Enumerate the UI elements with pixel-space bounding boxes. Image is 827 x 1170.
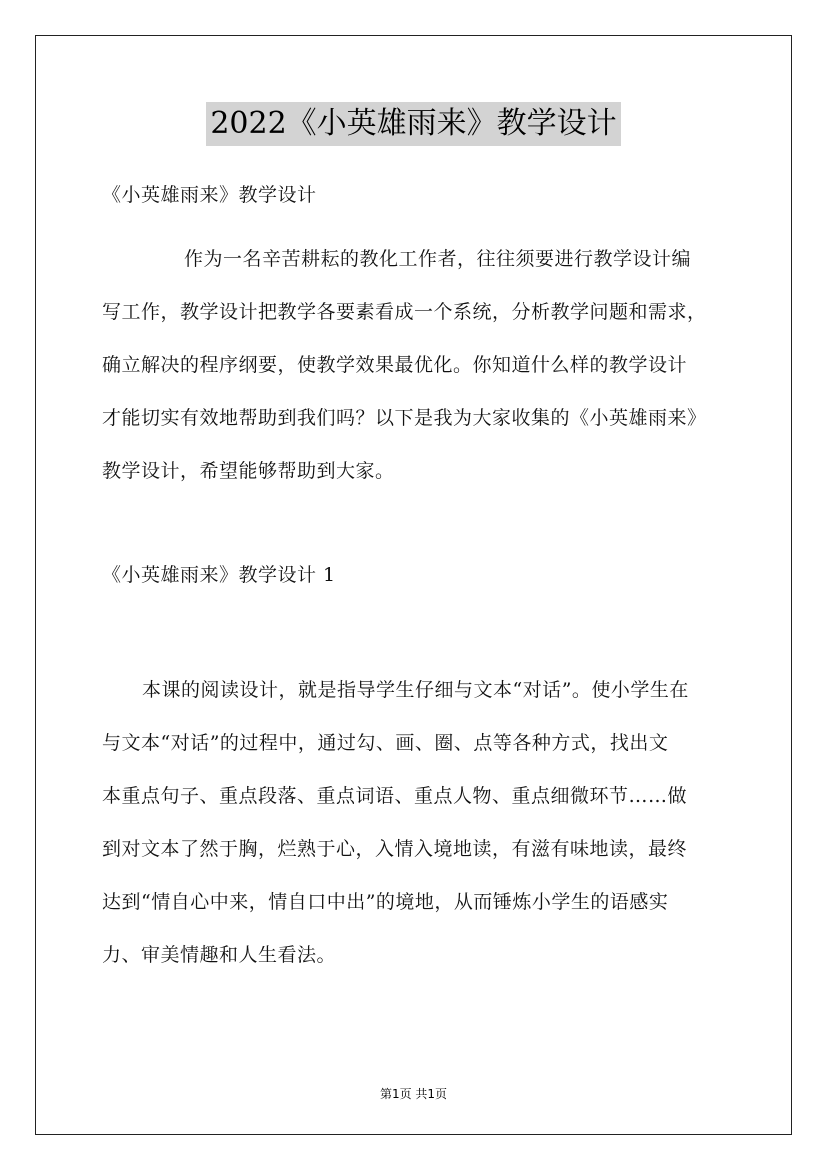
- section-heading: 《小英雄雨来》教学设计 1: [102, 564, 336, 586]
- intro-line: 教学设计，希望能够帮助到大家。: [102, 460, 395, 482]
- body-line: 力、审美情趣和人生看法。: [102, 944, 337, 966]
- body-line: 本重点句子、重点段落、重点词语、重点人物、重点细微环节……做: [102, 785, 688, 807]
- body-line: 与文本“对话”的过程中，通过勾、画、圈、点等各种方式，找出文: [102, 732, 669, 754]
- body-line: 达到“情自心中来，情自口中出”的境地，从而锤炼小学生的语感实: [102, 891, 669, 913]
- intro-paragraph: [102, 233, 742, 498]
- intro-line: 作为一名辛苦耕耘的教化工作者，往往须要进行教学设计编: [184, 248, 692, 270]
- body-line: 本课的阅读设计，就是指导学生仔细与文本“对话”。使小学生在: [142, 679, 689, 701]
- document-title-wrapper: [0, 102, 827, 146]
- document-title: 2022《小英雄雨来》教学设计: [206, 102, 620, 146]
- page-footer: 第1页 共1页: [379, 1087, 448, 1101]
- intro-line: 写工作，教学设计把教学各要素看成一个系统，分析教学问题和需求，: [102, 301, 707, 323]
- subtitle: 《小英雄雨来》教学设计: [102, 184, 317, 206]
- intro-line: 才能切实有效地帮助到我们吗？以下是我为大家收集的《小英雄雨来》: [102, 407, 707, 429]
- body-line: 到对文本了然于胸，烂熟于心，入情入境地读，有滋有味地读，最终: [102, 838, 688, 860]
- body-paragraph: [102, 664, 742, 982]
- intro-line: 确立解决的程序纲要，使教学效果最优化。你知道什么样的教学设计: [102, 354, 688, 376]
